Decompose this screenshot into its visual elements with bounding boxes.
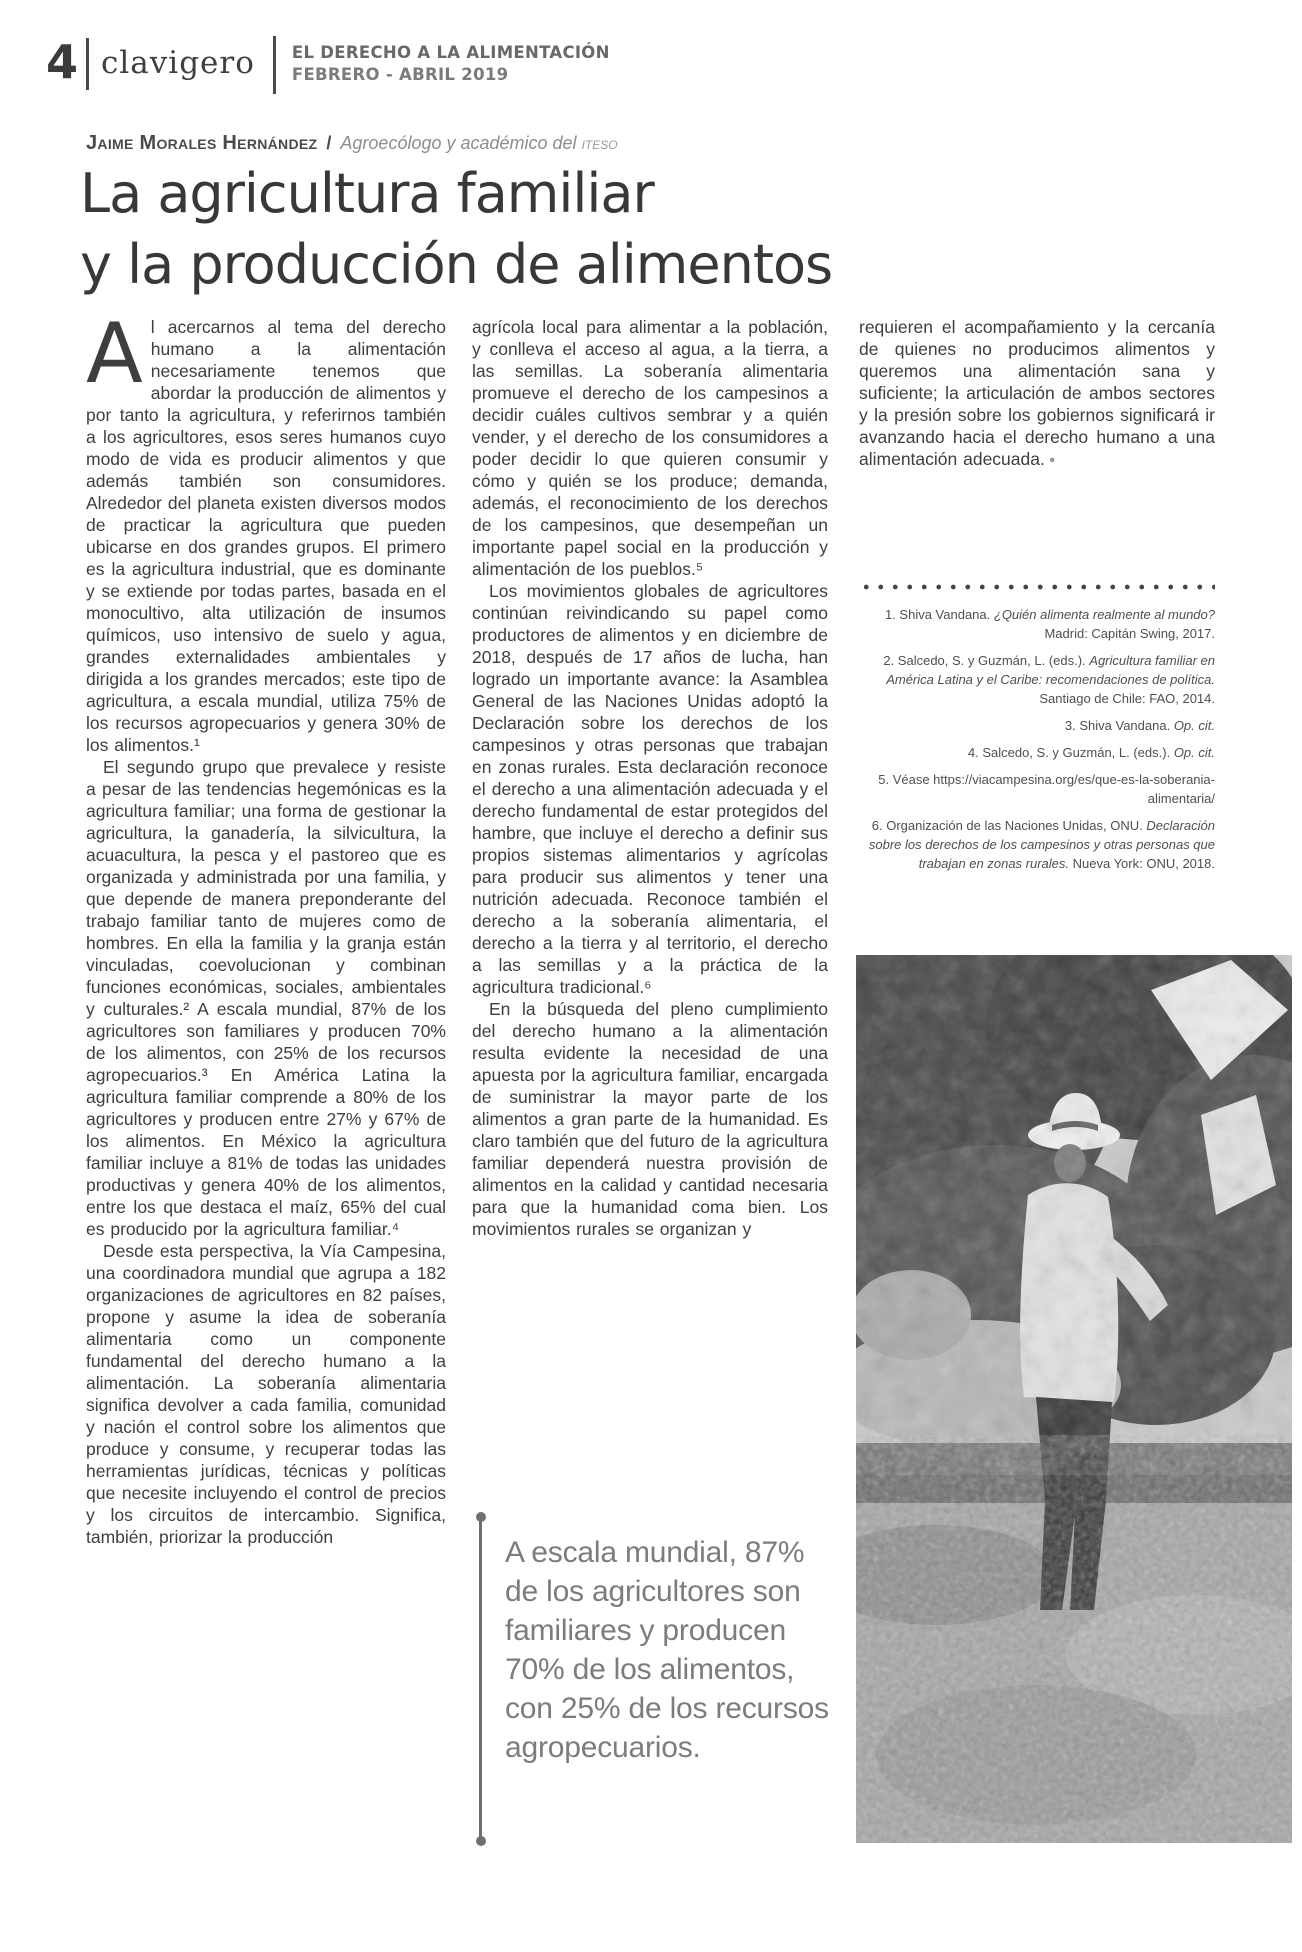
footnote-item [859,743,1215,762]
footnote-title: Declaración sobre los derechos de los campesinos y otras personas que trabajan en zonas rurales. [868,818,1215,871]
paragraph: agrícola local para alimentar a la población, y conlleva el acceso al agua, a la tierra, a las semillas. La soberanía alimentaria promueve el derecho de los campesinos a decidir cuáles cultivos sembrar y a quién vender, y el derecho de los consumidores a poder decidir lo que quieren consumir y cómo y quién se los produce; demanda, además, el reconocimiento de los derechos de los campesinos, que desempeñan un importante papel social en la producción y alimentación de los pueblos.⁵ [472,317,828,579]
paragraph: Los movimientos globales de agricultores continúan reivindicando su papel como productores de alimentos y en diciembre de 2018, después de 17 años de lucha, han logrado un importante avance: la Asamblea General de las Naciones Unidas adoptó la Declaración sobre los derechos de los campesinos y otras personas que trabajan en zonas rurales. Esta declaración reconoce el derecho a una alimentación adecuada y el derecho fundamental de estar protegidos del hambre, que incluye el derecho a definir sus propios sistemas alimentarios y agrícolas para producir sus alimentos y tener una nutrición adecuada. Reconoce también el derecho a la soberanía alimentaria, el derecho a la tierra y al territorio, el derecho a las semillas y a la práctica de la agricultura tradicional.⁶ [472,581,828,997]
author-organization: iteso [581,134,618,153]
footnote-title: Agricultura familiar en América Latina y el Caribe: recomendaciones de política. [886,653,1215,687]
article-title [80,158,832,300]
brand-logo: clavigero [101,45,255,81]
footnote-text: 3. Shiva Vandana. [1064,718,1174,733]
footnote-text: 6. Organización de las Naciones Unidas, ONU. [871,818,1147,833]
footnote-title: Op. cit. [1173,745,1215,760]
footnote-title: Op. cit. [1173,718,1215,733]
footnote-url: 5. Véase https://viacampesina.org/es/que-es-la-soberania-alimentaria/ [878,772,1215,806]
footnote-item [859,716,1215,735]
author-role: Agroecólogo y académico del [340,133,577,153]
masthead [46,36,610,94]
paragraph [86,305,446,756]
footnote-text: Santiago de Chile: FAO, 2014. [1039,691,1215,706]
footnote-title: ¿Quién alimenta realmente al mundo? [993,607,1215,622]
pullquote-text: A escala mundial, 87% de los agricultores son familiares y producen 70% de los alimentos, con 25% de los recursos agropecuarios. [505,1536,829,1764]
section-kicker: EL DERECHO A LA ALIMENTACIÓN [291,43,610,62]
kicker-block [292,42,610,86]
paragraph: En la búsqueda del pleno cumplimiento del derecho humano a la alimentación resulta evidente la necesidad de una apuesta por la agricultura familiar, encargada de suministrar la mayor parte de los alimentos a gran parte de la humanidad. Es claro también que del futuro de la agricultura familiar dependerá nuestra provisión de alimentos en la calidad y cantidad necesaria para que la humanidad coma bien. Los movimientos rurales se organizan y [472,999,828,1239]
body-column-2 [472,316,828,1240]
byline [86,132,618,155]
paragraph-text: requieren el acompañamiento y la cercanía de quienes no producimos alimentos y queremos una alimentación sana y suficiente; la articulación de ambos sectores y la presión sobre los gobiernos significará ir avanzando hacia el derecho humano a una alimentación adecuada. [859,317,1215,469]
author-name: Jaime Morales Hernández [86,132,318,154]
drop-cap: A [86,305,143,402]
body-column-1 [86,305,446,1548]
pullquote-rule [479,1519,482,1839]
footnote-text: 4. Salcedo, S. y Guzmán, L. (eds.). [967,745,1174,760]
footnote-item [859,605,1215,643]
body-column-3 [859,316,1215,881]
footnote-text: 1. Shiva Vandana. [884,607,994,622]
footnotes [859,605,1215,873]
footnote-item [859,816,1215,873]
title-line-1: La agricultura familiar [80,162,654,225]
footnote-item [859,770,1215,808]
title-line-2: y la producción de alimentos [80,233,833,296]
issue-date: FEBRERO - ABRIL 2019 [291,65,509,84]
footnote-text: Nueva York: ONU, 2018. [1069,856,1215,871]
page-number: 4 [46,35,79,89]
paragraph: El segundo grupo que prevalece y resiste a pesar de las tendencias hegemónicas es la agricultura familiar; una forma de gestionar la agricultura, la ganadería, la silvicultura, la acuacultura, la pesca y el pastoreo que es organizada y administrada por una familia, y que depende de manera preponderante del trabajo familiar tanto de mujeres como de hombres. En ella la familia y la granja están vinculadas, coevolucionan y combinan funciones económicas, sociales, ambientales y culturales.² A escala mundial, 87% de los agricultores son familiares y producen 70% de los alimentos, con 25% de los recursos agropecuarios.³ En América Latina la agricultura familiar comprende a 80% de los agricultores y producen entre 27% y 67% de los alimentos. En México la agricultura familiar incluye a 81% de todas las unidades productivas y genera 40% de los alimentos, entre los que destaca el maíz, 65% del cual es producido por la agricultura familiar.⁴ [86,757,446,1239]
paragraph-text: l acercarnos al tema del derecho humano a la alimentación necesariamente tenemos que abordar la producción de alimentos y por tanto la agricultura, y referirnos también a los agricultores, esos seres humanos cuyo modo de vida es producir alimentos y que además también son consumidores. Alrededor del planeta existen diversos modos de practicar la agricultura que pueden ubicarse en dos grandes grupos. El primero es la agricultura industrial, que es dominante y se extiende por todas partes, basada en el monocultivo, alta utilización de insumos químicos, uso intensivo de suelo y agua, grandes externalidades ambientales y dirigida a los grandes mercados; este tipo de agricultura, a escala mundial, utiliza 75% de los recursos agropecuarios y genera 30% de los alimentos.¹ [86,317,446,755]
masthead-divider [86,38,89,90]
pullquote [479,1513,831,1845]
farmer-field-photo [856,955,1292,1843]
paragraph [859,316,1215,471]
article-end-dot: ● [1048,454,1056,466]
farmer-field-photo-graphic [856,955,1292,1843]
footnote-text: 2. Salcedo, S. y Guzmán, L. (eds.). [883,653,1090,668]
masthead-divider [273,36,276,94]
byline-separator: / [326,133,332,153]
footnote-item [859,651,1215,708]
paragraph: Desde esta perspectiva, la Vía Campesina, una coordinadora mundial que agrupa a 182 organizaciones de agricultores en 82 países, propone y asume la idea de soberanía alimentaria como un componente fundamental del derecho humano a la alimentación. La soberanía alimentaria significa devolver a cada familia, comunidad y nación el control sobre los alimentos que produce y consume, y recuperar todas las herramientas jurídicas, técnicas y políticas que necesite incluyendo el control de precios y los circuitos de intercambio. Significa, también, priorizar la producción [86,1241,446,1547]
footnote-text: Madrid: Capitán Swing, 2017. [1044,626,1215,641]
dotted-divider [859,583,1215,591]
